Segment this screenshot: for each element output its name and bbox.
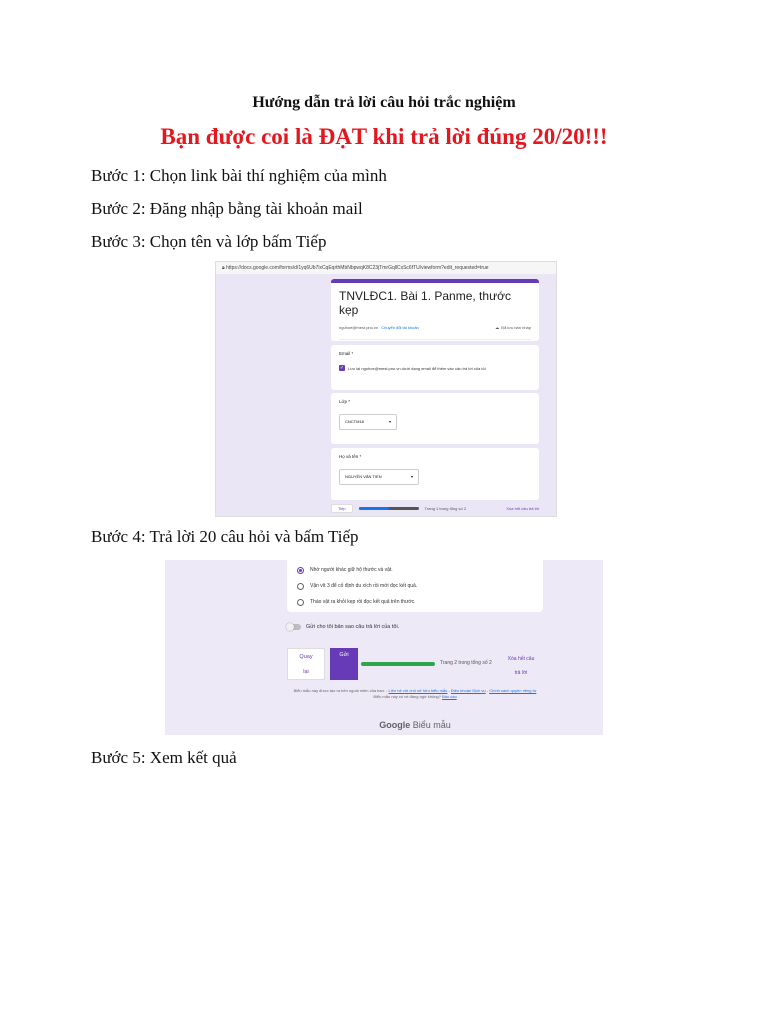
- option-label: Nhờ người khác giữ hộ thước và vật.: [310, 567, 393, 573]
- footer-disclaimer: Biểu mẫu này được tạo ra bên ngoài miền của bạn. -: [293, 688, 388, 693]
- clear-form-link[interactable]: [501, 652, 541, 680]
- class-dropdown[interactable]: [339, 414, 397, 430]
- step-2: Bước 2: Đăng nhập bằng tài khoản mail: [91, 199, 363, 218]
- dropdown-arrow-icon: ▾: [388, 419, 391, 424]
- screenshot-step-3: [215, 261, 557, 517]
- pass-condition-headline: Bạn được coi là ĐẠT khi trả lời đúng 20/20!!!: [160, 124, 608, 149]
- class-question-card: [331, 393, 539, 444]
- contact-owner-link[interactable]: Liên hệ với chủ sở hữu biểu mẫu: [388, 688, 448, 693]
- form-footer: Biểu mẫu này được tạo ra bên ngoài miền của bạn. - Liên hệ với chủ sở hữu biểu mẫu - Điều khoản Dịch vụ - Chính sách quyền riêng tư Biểu mẫu này có vẻ đáng ngờ không? Báo cáo: [293, 688, 537, 699]
- send-copy-row: [287, 624, 399, 630]
- cloud-icon: ☁: [495, 325, 500, 330]
- clear-form-label-1: Xóa hết câu: [507, 656, 535, 662]
- option-row[interactable]: [297, 564, 533, 576]
- report-link[interactable]: Báo cáo: [442, 694, 457, 699]
- brand-google: Google: [379, 720, 411, 730]
- draft-saved-label: Đã lưu bản nháp: [501, 325, 531, 330]
- page-indicator: Trang 2 trong tổng số 2: [440, 660, 492, 666]
- question-card: [287, 560, 543, 612]
- checkbox-checked-icon[interactable]: ✓: [339, 365, 345, 371]
- step-1: Bước 1: Chọn link bài thí nghiệm của mình: [91, 166, 387, 185]
- option-row[interactable]: [297, 580, 533, 592]
- dropdown-arrow-icon: ▾: [410, 474, 413, 479]
- google-forms-logo: [287, 720, 543, 730]
- terms-link[interactable]: Điều khoản Dịch vụ: [450, 688, 486, 693]
- send-copy-toggle[interactable]: [287, 624, 301, 630]
- progress-fill: [359, 507, 389, 510]
- page-indicator: Trang 1 trong tổng số 2: [424, 506, 467, 511]
- browser-url-bar[interactable]: [216, 262, 556, 274]
- name-selected-value: NGUYỄN VĂN TIẾN: [345, 474, 382, 479]
- draft-saved-status: [495, 325, 531, 330]
- radio-icon[interactable]: [297, 583, 304, 590]
- progress-bar: [359, 507, 419, 510]
- form-header-card: [331, 279, 539, 341]
- next-button[interactable]: Tiếp: [331, 504, 353, 513]
- clear-form-link[interactable]: Xóa hết câu trả lời: [506, 506, 539, 511]
- email-checkbox-row[interactable]: [339, 365, 531, 371]
- radio-selected-icon[interactable]: [297, 567, 304, 574]
- back-button-label-2: lại: [303, 668, 309, 675]
- form-title: TNVLĐC1. Bài 1. Panme, thước kẹp: [339, 289, 511, 317]
- account-row: [339, 325, 531, 330]
- form-navigation: [331, 503, 539, 514]
- name-label: Họ và tên *: [339, 454, 362, 459]
- radio-icon[interactable]: [297, 599, 304, 606]
- name-dropdown[interactable]: [339, 469, 419, 485]
- clear-form-label-2: trả lời: [514, 670, 528, 676]
- progress-bar: [361, 662, 435, 666]
- email-checkbox-label: Lưu lại nguhoe@mest.pno.vn dưới dạng email để thêm vào câu trả lời của tôi: [348, 365, 486, 371]
- step-4: Bước 4: Trả lời 20 câu hỏi và bấm Tiếp: [91, 527, 359, 546]
- back-button-label-1: Quay: [299, 653, 313, 660]
- name-question-card: [331, 448, 539, 500]
- back-button[interactable]: [287, 648, 325, 680]
- option-label: Vặn vít 3 để cố định du xích rồi mới đọc kết quả.: [310, 583, 418, 589]
- step-3: Bước 3: Chọn tên và lớp bấm Tiếp: [91, 232, 327, 251]
- lock-icon: 🔒︎: [222, 265, 227, 271]
- class-label: Lớp *: [339, 399, 350, 404]
- switch-account-link[interactable]: Chuyển đổi tài khoản: [381, 325, 419, 330]
- class-selected-value: CNCTM18: [345, 419, 364, 424]
- submit-button[interactable]: Gửi: [330, 648, 358, 680]
- email-question-card: [331, 345, 539, 390]
- document-title: Hướng dẫn trả lời câu hỏi trắc nghiệm: [252, 94, 516, 111]
- send-copy-label: Gửi cho tôi bản sao câu trả lời của tôi.: [306, 624, 400, 630]
- account-email: nguhoe@mest.pno.vn: [339, 325, 379, 330]
- screenshot-step-4: [165, 560, 603, 735]
- option-row[interactable]: [297, 596, 533, 608]
- privacy-link[interactable]: Chính sách quyền riêng tư: [489, 688, 537, 693]
- brand-forms: Biểu mẫu: [412, 720, 451, 730]
- url-text: https://docs.google.com/forms/d/1yq6Ub7lxCqEqrthMbNbpwqK8C23jTmrGqllCxSc6fTU/viewform?edit_requested=true: [226, 265, 489, 271]
- option-label: Tháo vật ra khỏi kẹp rồi đọc kết quả trên thước.: [310, 599, 416, 605]
- step-5: Bước 5: Xem kết quả: [91, 748, 237, 767]
- email-label: Email *: [339, 351, 354, 356]
- suspicious-question: Biểu mẫu này có vẻ đáng ngờ không?: [373, 694, 441, 699]
